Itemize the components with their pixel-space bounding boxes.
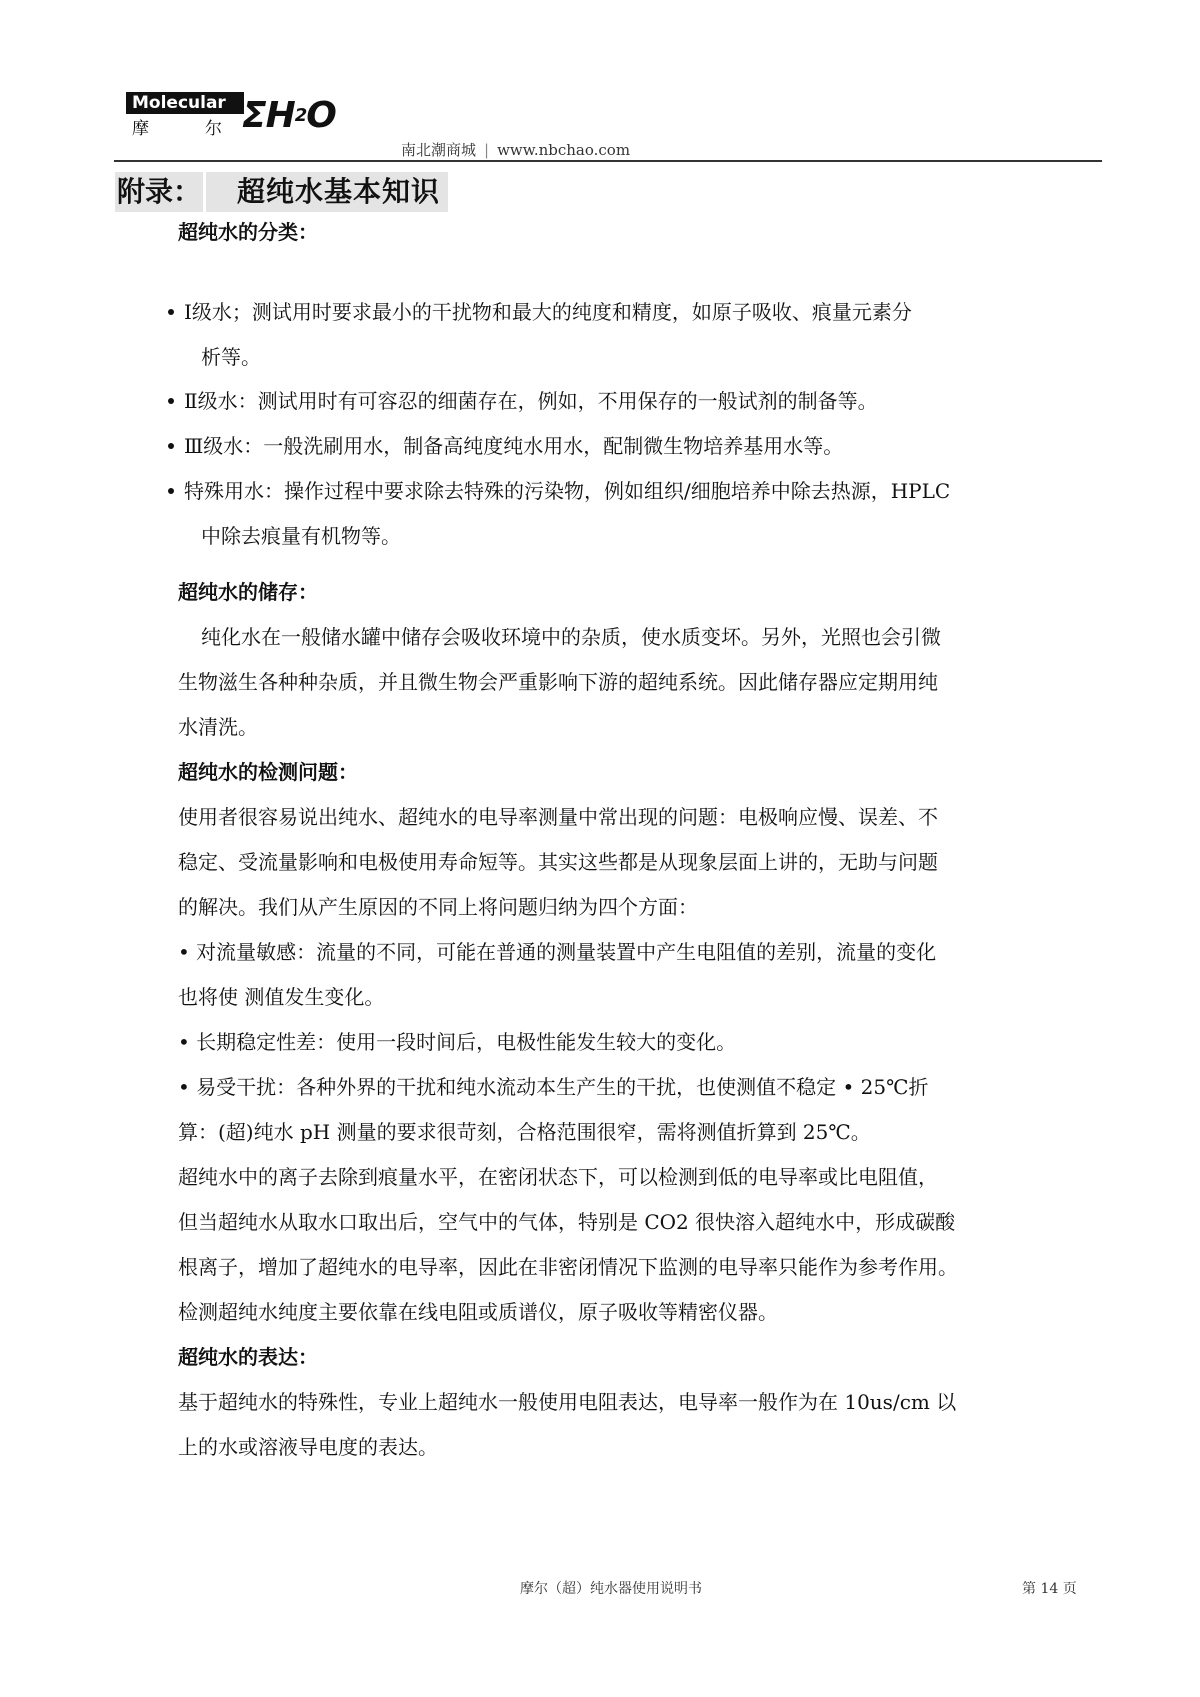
logo-brand-cn-1: 摩 (132, 119, 149, 139)
paragraph-line: 根离子，增加了超纯水的电导率，因此在非密闭情况下监测的电导率只能作为参考作用。 (178, 1255, 958, 1279)
paragraph-line: • 易受干扰：各种外界的干扰和纯水流动本生产生的干扰，也使测值不稳定 • 25℃折 (178, 1075, 929, 1099)
site-url: www.nbchao.com (497, 141, 631, 159)
footer-page-number: 第 14 页 (1022, 1581, 1077, 1597)
paragraph-line: 使用者很容易说出纯水、超纯水的电导率测量中常出现的问题：电极响应慢、误差、不 (178, 805, 938, 829)
bullet-icon (168, 398, 174, 404)
page-title: 超纯水基本知识 (237, 175, 441, 208)
bullet-icon (168, 488, 174, 494)
section-heading-storage: 超纯水的储存： (178, 580, 318, 604)
paragraph-line: 上的水或溶液导电度的表达。 (178, 1435, 438, 1459)
list-item-continuation: 析等。 (201, 345, 261, 369)
paragraph-line: 也将使 测值发生变化。 (178, 985, 385, 1009)
paragraph-line: 但当超纯水从取水口取出后，空气中的气体，特别是 CO2 很快溶入超纯水中，形成碳酸 (178, 1210, 956, 1234)
page-title-prefix: 附录： (117, 175, 202, 208)
paragraph-line: 超纯水中的离子去除到痕量水平，在密闭状态下，可以检测到低的电导率或比电阻值， (178, 1165, 938, 1189)
list-item: Ⅰ级水；测试用时要求最小的干扰物和最大的纯度和精度，如原子吸收、痕量元素分 (166, 298, 1098, 326)
paragraph-line: 基于超纯水的特殊性，专业上超纯水一般使用电阻表达，电导率一般作为在 10us/cm 以 (178, 1390, 957, 1414)
logo-brand-en: Molecular (126, 92, 244, 114)
bullet-icon (168, 443, 174, 449)
list-item: Ⅱ级水：测试用时有可容忍的细菌存在，例如，不用保存的一般试剂的制备等。 (166, 387, 1098, 415)
paragraph-line: 生物滋生各种种杂质，并且微生物会严重影响下游的超纯系统。因此储存器应定期用纯 (178, 670, 938, 694)
paragraph-line: 纯化水在一般储水罐中储存会吸收环境中的杂质，使水质变坏。另外，光照也会引微 (201, 625, 941, 649)
paragraph-line: 稳定、受流量影响和电极使用寿命短等。其实这些都是从现象层面上讲的，无助与问题 (178, 850, 938, 874)
section-heading-classification: 超纯水的分类： (178, 220, 318, 244)
list-item: 特殊用水：操作过程中要求除去特殊的污染物，例如组织/细胞培养中除去热源，HPLC (166, 477, 1098, 505)
paragraph-line: 算：(超)纯水 pH 测量的要求很苛刻，合格范围很窄，需将测值折算到 25℃。 (178, 1120, 871, 1144)
paragraph-line: 检测超纯水纯度主要依靠在线电阻或质谱仪，原子吸收等精密仪器。 (178, 1300, 778, 1324)
paragraph-line: 的解决。我们从产生原因的不同上将问题归纳为四个方面： (178, 895, 698, 919)
section-heading-expression: 超纯水的表达： (178, 1345, 318, 1369)
paragraph-line: • 长期稳定性差：使用一段时间后，电极性能发生较大的变化。 (178, 1030, 737, 1054)
footer-manual-title: 摩尔（超）纯水器使用说明书 (520, 1581, 702, 1597)
section-heading-detection: 超纯水的检测问题： (178, 760, 358, 784)
paragraph-line: • 对流量敏感：流量的不同，可能在普通的测量装置中产生电阻值的差别，流量的变化 (178, 940, 937, 964)
sigma-icon: Σ (242, 95, 266, 136)
list-item: Ⅲ级水：一般洗刷用水，制备高纯度纯水用水，配制微生物培养基用水等。 (166, 432, 1098, 460)
bullet-icon (168, 309, 174, 315)
site-name: 南北潮商城 (401, 141, 477, 159)
list-item-continuation: 中除去痕量有机物等。 (201, 524, 401, 548)
logo-sigma-h2o-mark: $\Sigma H^2O$ (242, 95, 336, 136)
site-separator: | (484, 141, 490, 159)
header-site-line (401, 139, 630, 160)
header-divider (114, 160, 1102, 162)
paragraph-line: 水清洗。 (178, 715, 258, 739)
logo-brand-cn-2: 尔 (205, 119, 222, 139)
